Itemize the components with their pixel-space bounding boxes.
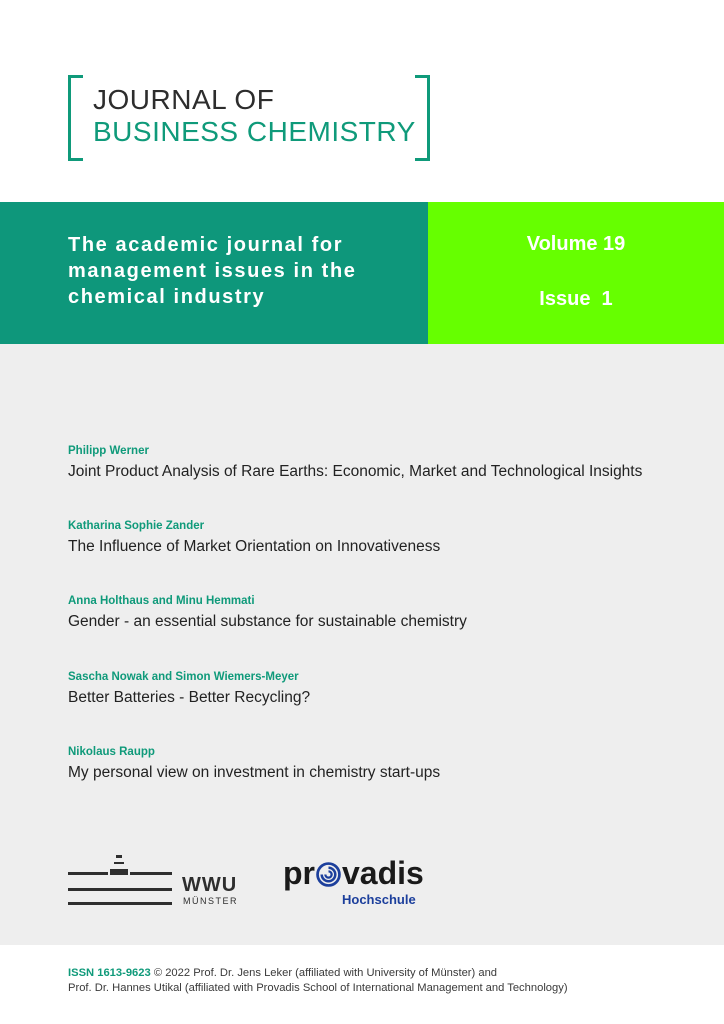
- tagline-panel: [0, 202, 428, 344]
- swirl-icon: [316, 862, 341, 887]
- article-author: Sascha Nowak and Simon Wiemers-Meyer: [68, 671, 299, 683]
- article-author: Anna Holthaus and Minu Hemmati: [68, 595, 255, 607]
- copyright-line1: © 2022 Prof. Dr. Jens Leker (affiliated with University of Münster) and: [150, 967, 498, 979]
- wwu-mark: [130, 872, 172, 875]
- article-entry: [68, 746, 708, 782]
- left-bracket: [68, 75, 83, 161]
- article-title: My personal view on investment in chemistry start-ups: [68, 764, 441, 781]
- article-entry: [68, 595, 708, 631]
- provadis-logo: [283, 855, 433, 910]
- journal-title-line1: JOURNAL OF: [93, 84, 275, 115]
- wwu-mark: [110, 869, 128, 875]
- article-author: Nikolaus Raupp: [68, 746, 155, 758]
- issn-number: ISSN 1613-9623: [68, 967, 151, 979]
- tagline: The academic journal for management issues in the chemical industry: [68, 234, 357, 308]
- wwu-name: WWU: [182, 874, 238, 896]
- copyright-line2: Prof. Dr. Hannes Utikal (affiliated with Provadis School of International Management and Technology): [68, 982, 568, 994]
- right-bracket: [415, 75, 430, 161]
- article-title: Joint Product Analysis of Rare Earths: Economic, Market and Technological Insights: [68, 463, 643, 480]
- wwu-mark: [68, 872, 108, 875]
- article-title: Gender - an essential substance for sustainable chemistry: [68, 613, 467, 630]
- provadis-pr: pr: [283, 855, 315, 891]
- volume-panel: [428, 202, 724, 344]
- wwu-mark: [114, 862, 124, 864]
- wwu-mark: [116, 855, 122, 858]
- article-entry: [68, 445, 708, 481]
- wwu-logo: [68, 852, 248, 912]
- volume-label: Volume 19: [526, 233, 626, 255]
- article-author: Katharina Sophie Zander: [68, 520, 205, 532]
- journal-title-line2: BUSINESS CHEMISTRY: [93, 116, 416, 147]
- footer-copyright: [68, 966, 708, 996]
- wwu-mark: [68, 888, 172, 891]
- article-title: The Influence of Market Orientation on Innovativeness: [68, 538, 441, 555]
- journal-masthead: [68, 75, 430, 157]
- provadis-rest: vadis: [342, 855, 424, 891]
- header-band: [0, 202, 724, 344]
- wwu-subtitle: MÜNSTER: [183, 896, 238, 906]
- article-author: Philipp Werner: [68, 445, 149, 457]
- provadis-wordmark: [283, 855, 424, 891]
- article-entry: [68, 671, 708, 707]
- article-title: Better Batteries - Better Recycling?: [68, 689, 311, 706]
- wwu-mark: [68, 902, 172, 905]
- issue-label: Issue 1: [539, 288, 613, 310]
- provadis-subtitle: Hochschule: [342, 892, 416, 907]
- article-entry: [68, 520, 708, 556]
